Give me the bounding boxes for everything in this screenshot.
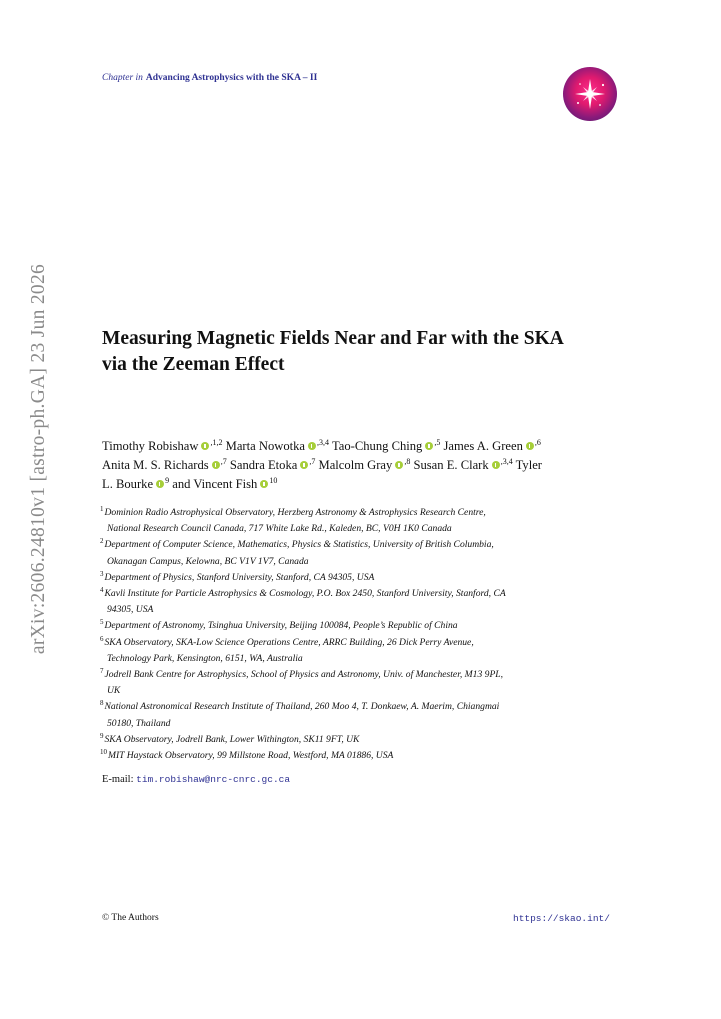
author-affil-mark: ,6 [534, 438, 541, 447]
email-link[interactable]: tim.robishaw@nrc-cnrc.gc.ca [136, 774, 291, 785]
affiliation-text: Department of Computer Science, Mathematics, Physics & Statistics, University of British Columbia, [104, 539, 494, 551]
affiliation-text: Technology Park, Kensington, 6151, WA, Australia [107, 652, 303, 664]
affiliation-text: 50180, Thailand [107, 717, 171, 729]
author-line-3 [102, 475, 622, 494]
affiliation-number: 4 [100, 586, 104, 595]
orcid-icon[interactable] [308, 442, 316, 450]
affiliation-item [97, 505, 627, 537]
author-name: Tyler [515, 458, 543, 472]
title-line-1: Measuring Magnetic Fields Near and Far with the SKA [102, 328, 564, 349]
affiliation-item [97, 635, 627, 667]
affiliation-item [97, 699, 627, 731]
affiliation-text: Kavli Institute for Particle Astrophysics & Cosmology, P.O. Box 2450, Stanford University, Stanford, CA [104, 588, 506, 600]
orcid-icon[interactable] [526, 442, 534, 450]
author-name: Tao-Chung Ching [331, 439, 423, 453]
author-affil-mark: 10 [269, 476, 278, 485]
star-burst-icon [563, 67, 617, 121]
orcid-icon[interactable] [212, 461, 220, 469]
orcid-icon[interactable] [156, 480, 164, 488]
author-name: James A. Green [443, 439, 523, 453]
author-affil-mark: 9 [165, 476, 170, 485]
author-affil-mark: ,8 [404, 457, 411, 466]
affiliation-number: 5 [100, 618, 104, 627]
affiliation-text: 94305, USA [107, 604, 154, 616]
author-name: Anita M. S. Richards [102, 458, 209, 472]
arxiv-identifier-stamp[interactable]: arXiv:2606.24810v1 [astro-ph.GA] 23 Jun 2026 [28, 263, 49, 655]
author-line-1 [102, 437, 622, 456]
affiliation-text: Okanagan Campus, Kelowna, BC V1V 1V7, Canada [107, 555, 309, 567]
affiliation-list [97, 505, 627, 764]
orcid-icon[interactable] [395, 461, 403, 469]
affiliation-item [97, 570, 627, 586]
paper-title [102, 326, 622, 378]
email-label: E-mail: [102, 774, 134, 785]
orcid-icon[interactable] [201, 442, 209, 450]
author-name: Susan E. Clark [413, 458, 489, 472]
affiliation-number: 8 [100, 699, 104, 708]
orcid-icon[interactable] [260, 480, 268, 488]
author-affil-mark: ,5 [434, 438, 441, 447]
author-name: Timothy Robishaw [102, 439, 199, 453]
affiliation-text: Department of Physics, Stanford University, Stanford, CA 94305, USA [104, 571, 375, 583]
affiliation-number: 2 [100, 537, 104, 546]
affiliation-item [97, 618, 627, 634]
affiliation-text: Department of Astronomy, Tsinghua University, Beijing 100084, People’s Republic of China [104, 620, 458, 632]
affiliation-number: 3 [100, 569, 104, 578]
author-affil-mark: ,3,4 [317, 438, 330, 447]
author-affil-mark: ,1,2 [210, 438, 223, 447]
affiliation-text: MIT Haystack Observatory, 99 Millstone Road, Westford, MA 01886, USA [108, 750, 394, 762]
copyright-notice: © The Authors [102, 913, 159, 923]
author-line-2 [102, 456, 622, 475]
title-line-2: via the Zeeman Effect [102, 354, 285, 375]
affiliation-number: 7 [100, 667, 104, 676]
contact-email [102, 774, 290, 785]
affiliation-item [97, 732, 627, 748]
running-head-prefix: Chapter in [102, 73, 143, 83]
affiliation-item [97, 586, 627, 618]
affiliation-number: 1 [100, 505, 104, 513]
ska-url-link[interactable]: https://skao.int/ [513, 913, 610, 924]
running-head-book[interactable]: Advancing Astrophysics with the SKA – II [145, 73, 318, 83]
author-name: L. Bourke [102, 477, 154, 491]
affiliation-item [97, 537, 627, 569]
affiliation-text: UK [107, 685, 121, 697]
affiliation-text: SKA Observatory, SKA-Low Science Operations Centre, ARRC Building, 26 Dick Perry Avenue, [104, 636, 474, 648]
affiliation-text: National Research Council Canada, 717 White Lake Rd., Kaleden, BC, V0H 1K0 Canada [107, 523, 452, 535]
author-affil-mark: ,3,4 [500, 457, 513, 466]
running-head [102, 73, 317, 83]
orcid-icon[interactable] [300, 461, 308, 469]
affiliation-item [97, 748, 627, 764]
affiliation-number: 10 [100, 748, 107, 757]
author-name: and Vincent Fish [172, 477, 258, 491]
author-name: Sandra Etoka [229, 458, 298, 472]
affiliation-number: 6 [100, 634, 104, 643]
author-name: Marta Nowotka [225, 439, 306, 453]
affiliation-text: National Astronomical Research Institute of Thailand, 260 Moo 4, T. Donkaew, A. Maerim, Chiangmai [104, 701, 500, 713]
orcid-icon[interactable] [492, 461, 500, 469]
orcid-icon[interactable] [425, 442, 433, 450]
author-name: Malcolm Gray [318, 458, 393, 472]
affiliation-text: Dominion Radio Astrophysical Observatory, Herzberg Astronomy & Astrophysics Research Centre, [104, 507, 486, 518]
author-affil-mark: ,7 [309, 457, 316, 466]
affiliation-number: 9 [100, 731, 104, 740]
author-list [102, 437, 622, 494]
affiliation-text: Jodrell Bank Centre for Astrophysics, School of Physics and Astronomy, Univ. of Manchester, M13 9PL, [104, 669, 504, 681]
ska-logo [563, 67, 617, 121]
author-affil-mark: ,7 [220, 457, 227, 466]
affiliation-text: SKA Observatory, Jodrell Bank, Lower Withington, SK11 9FT, UK [104, 733, 360, 745]
affiliation-item [97, 667, 627, 699]
